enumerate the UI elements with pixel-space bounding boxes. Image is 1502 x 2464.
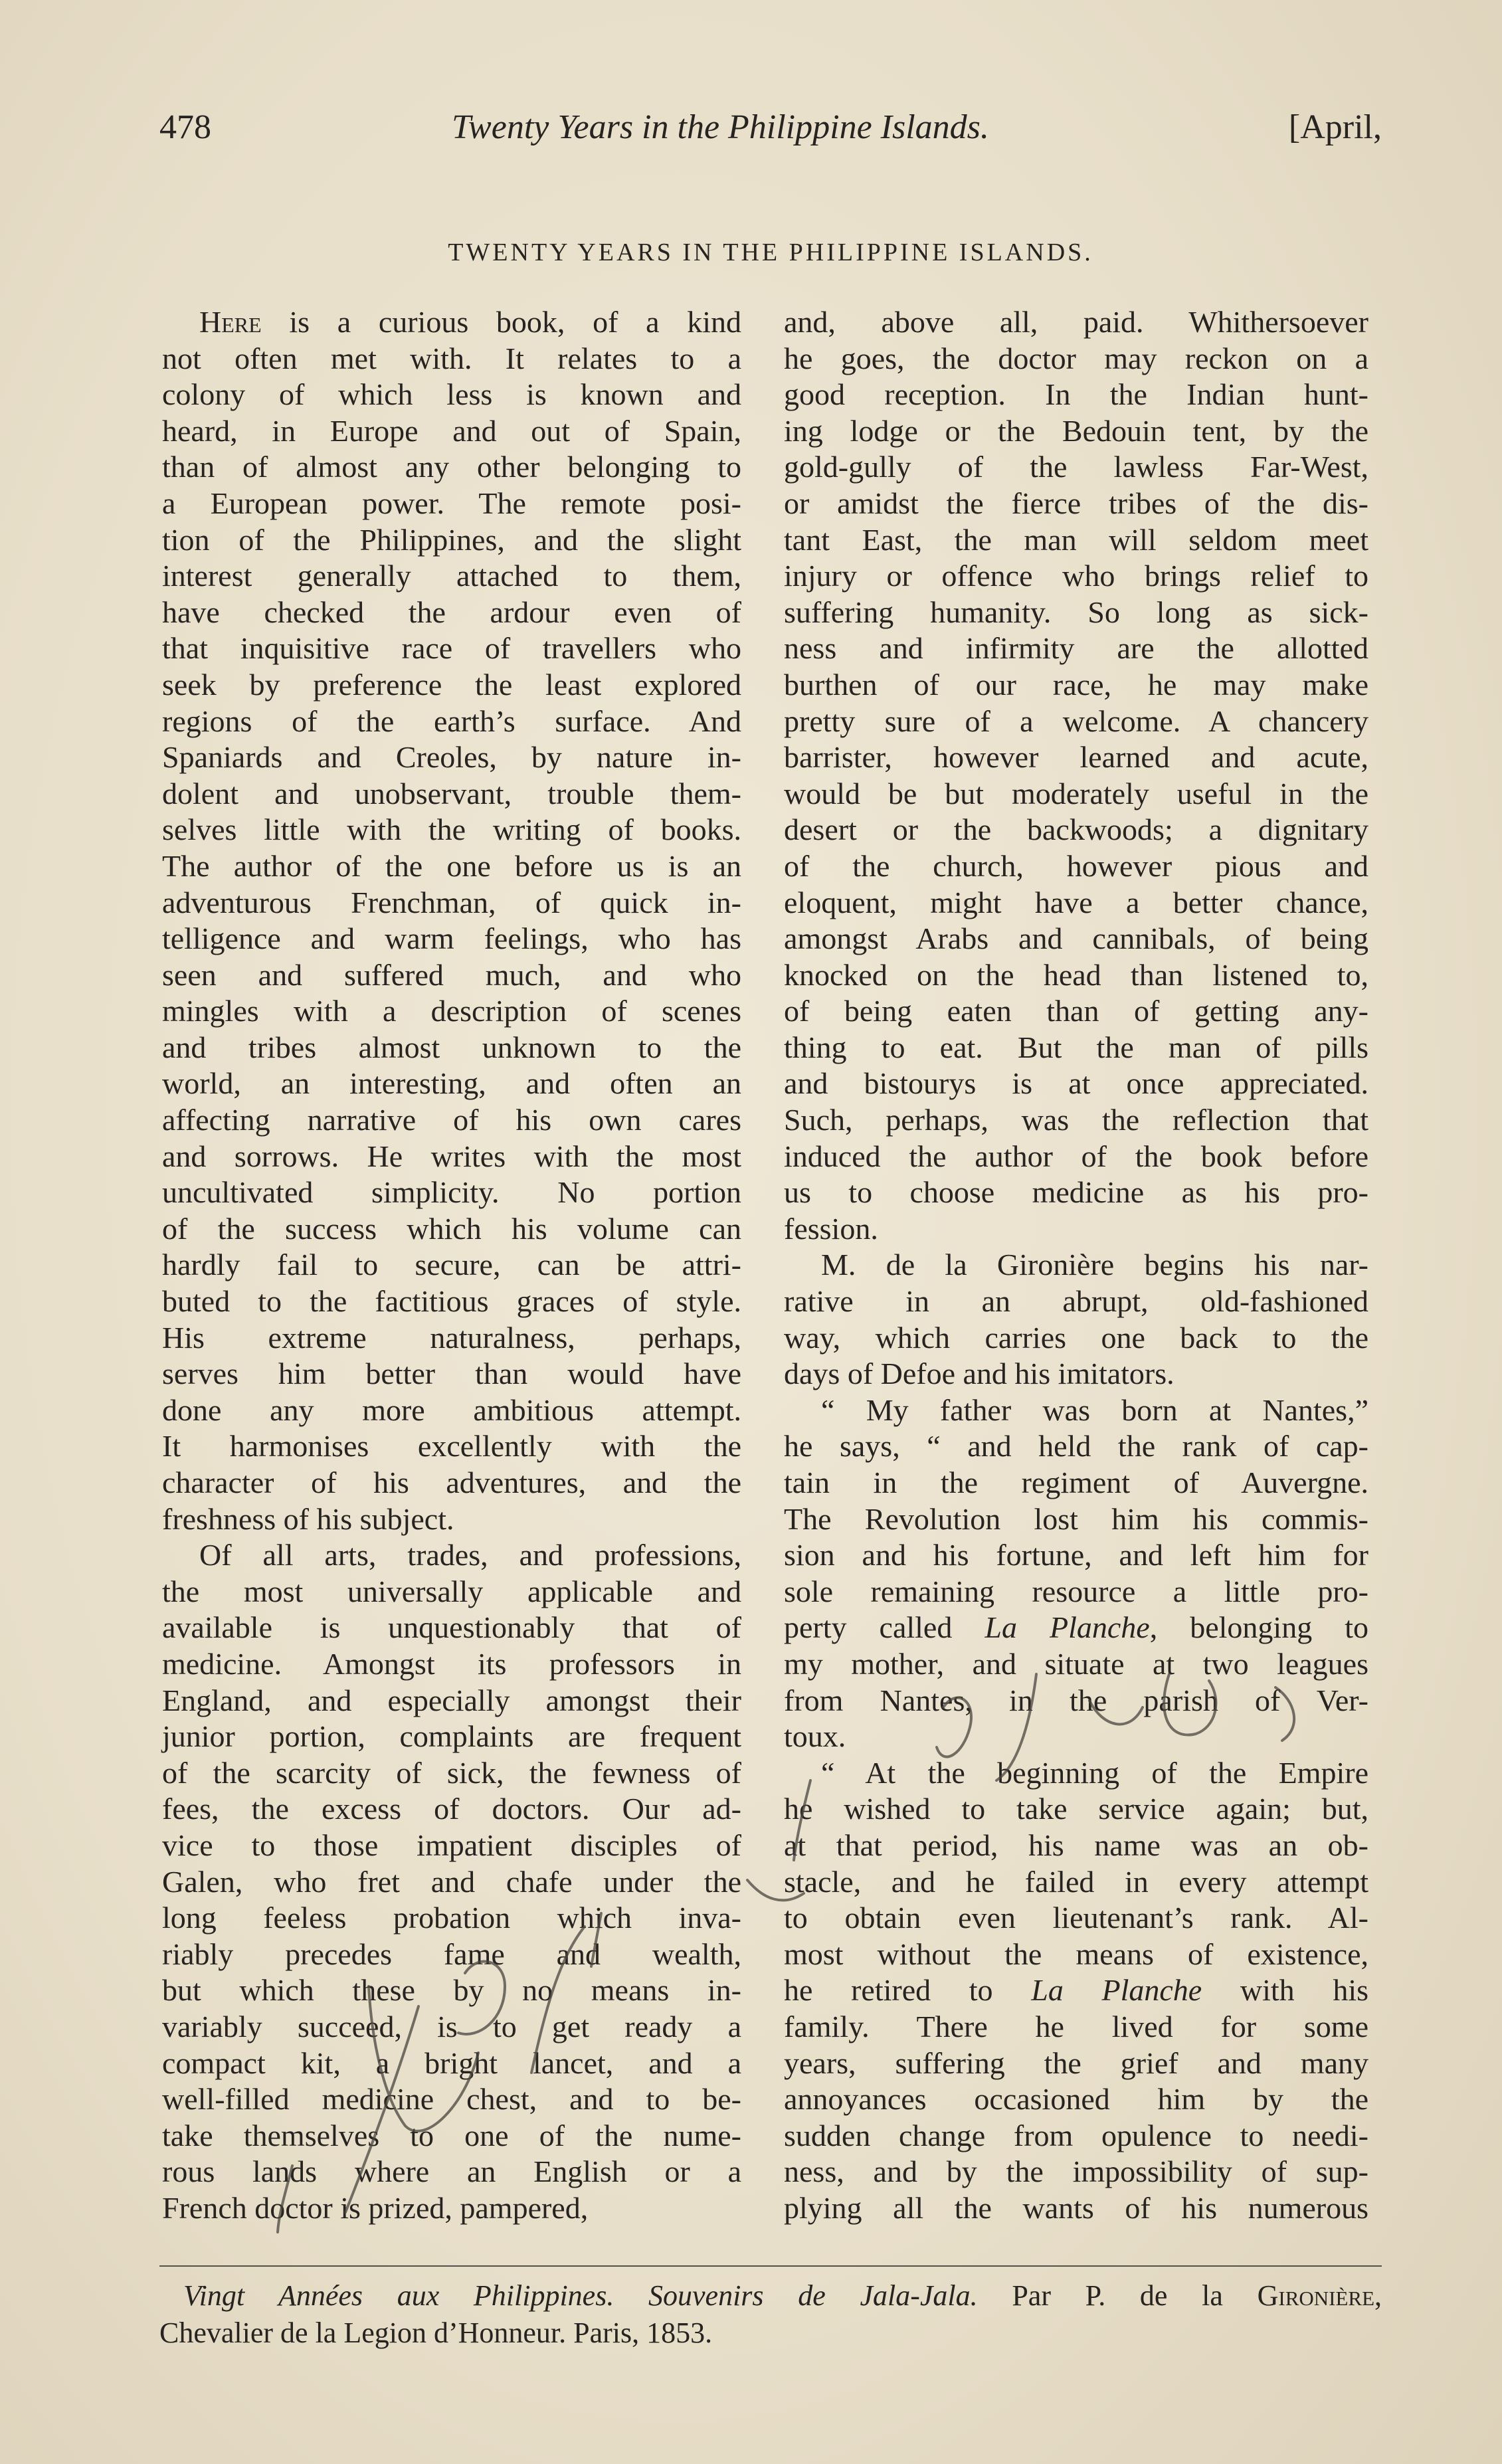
left-column-line: selves little with the writing of books.: [162, 812, 741, 847]
right-column-line: would be but moderately useful in the: [784, 776, 1368, 810]
left-column-line: but which these by no means in-: [162, 1973, 741, 2008]
right-column-line: “ At the beginning of the Empire: [821, 1755, 1368, 1790]
left-column-line: not often met with. It relates to a: [162, 341, 741, 375]
left-column-line: Galen, who fret and chafe under the: [162, 1864, 741, 1899]
right-column-line: annoyances occasioned him by the: [784, 2082, 1368, 2117]
left-column-line: uncultivated simplicity. No portion: [162, 1175, 741, 1210]
left-column-line: regions of the earth’s surface. And: [162, 704, 741, 738]
left-column-line: take themselves to one of the nume-: [162, 2118, 741, 2152]
footnote-author: Gironière: [1257, 2279, 1375, 2312]
right-column-line: family. There he lived for some: [784, 2009, 1368, 2043]
left-column-line: done any more ambitious attempt.: [162, 1392, 741, 1427]
right-column-line: eloquent, might have a better chance,: [784, 885, 1368, 919]
right-column-line: injury or offence who brings relief to: [784, 559, 1368, 593]
right-column-line: ness and infirmity are the allotted: [784, 631, 1368, 666]
left-column-line: junior portion, complaints are frequent: [162, 1719, 741, 1754]
right-column-line: from Nantes, in the parish of Ver-: [784, 1683, 1368, 1717]
right-column: [784, 304, 1368, 2226]
left-column-line: vice to those impatient disciples of: [162, 1828, 741, 1862]
left-column-line: Of all arts, trades, and professions,: [199, 1538, 741, 1572]
right-column-line: thing to eat. But the man of pills: [784, 1030, 1368, 1064]
left-column-line: tion of the Philippines, and the slight: [162, 522, 741, 557]
right-column-line: and, above all, paid. Whithersoever: [784, 305, 1368, 339]
left-column-line: heard, in Europe and out of Spain,: [162, 413, 741, 448]
right-column-line: good reception. In the Indian hunt-: [784, 377, 1368, 412]
right-column-line: most without the means of existence,: [784, 1937, 1368, 1971]
left-column-line: interest generally attached to them,: [162, 559, 741, 593]
left-column-line: world, an interesting, and often an: [162, 1066, 741, 1101]
footnote: [159, 2277, 1382, 2352]
left-column-line: serves him better than would have: [162, 1357, 741, 1391]
right-column-line: rative in an abrupt, old-fashioned: [784, 1284, 1368, 1319]
right-column-line: sudden change from opulence to needi-: [784, 2118, 1368, 2152]
article-title: TWENTY YEARS IN THE PHILIPPINE ISLANDS.: [448, 238, 1093, 266]
right-column-line: suffering humanity. So long as sick-: [784, 595, 1368, 629]
left-column-line: colony of which less is known and: [162, 377, 741, 412]
left-column-line: rous lands where an English or a: [162, 2154, 741, 2189]
left-column-line: medicine. Amongst its professors in: [162, 1646, 741, 1681]
footnote-title: Vingt Années aux Philippines. Souvenirs de Jala-Jala.: [183, 2279, 978, 2312]
right-column-line: days of Defoe and his imitators.: [784, 1357, 1174, 1391]
left-column-line: His extreme naturalness, perhaps,: [162, 1320, 741, 1355]
right-column-line: of the church, however pious and: [784, 848, 1368, 883]
left-column-line: mingles with a description of scenes: [162, 994, 741, 1028]
left-column-line: French doctor is prized, pampered,: [162, 2190, 589, 2225]
right-column-line: fession.: [784, 1211, 878, 1246]
right-column-line: [784, 1972, 1368, 2009]
line-text: , belonging to: [1149, 1610, 1369, 1645]
left-column-line: hardly fail to secure, can be attri-: [162, 1248, 741, 1282]
right-column-line: and bistourys is at once appreciated.: [784, 1066, 1368, 1101]
right-column-line: he says, “ and held the rank of cap-: [784, 1429, 1368, 1464]
right-column-line: knocked on the head than listened to,: [784, 957, 1368, 992]
running-title: Twenty Years in the Philippine Islands.: [452, 108, 989, 146]
right-column-line: tant East, the man will seldom meet: [784, 522, 1368, 557]
left-column-line: seek by preference the least explored: [162, 667, 741, 702]
right-column-line: M. de la Gironière begins his nar-: [821, 1248, 1368, 1282]
left-column-line: The author of the one before us is an: [162, 848, 741, 883]
left-column-line: available is unquestionably that of: [162, 1610, 741, 1645]
left-column-line: character of his adventures, and the: [162, 1466, 741, 1499]
right-column-line: ness, and by the impossibility of sup-: [784, 2154, 1368, 2189]
footnote-line-2: Chevalier de la Legion d’Honneur. Paris, 1853.: [159, 2317, 713, 2349]
right-column-line: barrister, however learned and acute,: [784, 740, 1368, 775]
right-column-line: years, suffering the grief and many: [784, 2045, 1368, 2080]
left-column-line: the most universally applicable and: [162, 1574, 741, 1608]
right-column-line: he wished to take service again; but,: [784, 1792, 1368, 1826]
left-column-line: freshness of his subject.: [162, 1501, 454, 1536]
left-column-line: It harmonises excellently with the: [162, 1429, 741, 1464]
right-column-line: The Revolution lost him his commis-: [784, 1501, 1368, 1536]
right-column-line: gold-gully of the lawless Far-West,: [784, 450, 1368, 484]
left-column-line: long feeless probation which inva-: [162, 1901, 741, 1935]
left-column-line: telligence and warm feelings, who has: [162, 921, 741, 956]
right-column-line: stacle, and he failed in every attempt: [784, 1864, 1368, 1899]
left-column-line: England, and especially amongst their: [162, 1683, 741, 1717]
italic-place-name: La Planche: [985, 1610, 1150, 1645]
left-column-line: and tribes almost unknown to the: [162, 1030, 741, 1064]
right-column-line: plying all the wants of his numerous: [784, 2190, 1368, 2225]
line-text: he retired to: [784, 1973, 1032, 2008]
left-column-line: well-filled medicine chest, and to be-: [162, 2082, 741, 2117]
right-column-line: sion and his fortune, and left him for: [784, 1538, 1368, 1572]
italic-place-name: La Planche: [1031, 1973, 1202, 2008]
left-column-line: a European power. The remote posi-: [162, 486, 741, 520]
left-column: [162, 304, 741, 2226]
line-text: with his: [1202, 1973, 1368, 2008]
left-column-line: variably succeed, is to get ready a: [162, 2009, 741, 2043]
left-column-line: and sorrows. He writes with the most: [162, 1139, 741, 1173]
line-text: is a curious book, of a kind: [261, 305, 741, 339]
left-column-line: than of almost any other belonging to: [162, 450, 741, 484]
right-column-line: toux.: [784, 1719, 846, 1754]
right-column-line: burthen of our race, he may make: [784, 667, 1368, 702]
left-column-line: affecting narrative of his own cares: [162, 1103, 741, 1137]
footnote-line-1: Vingt Années aux Philippines. Souvenirs de Jala-Jala. Par P. de la Gironière,: [183, 2279, 1382, 2312]
left-column-line: fees, the excess of doctors. Our ad-: [162, 1792, 741, 1826]
left-column-line: have checked the ardour even of: [162, 595, 741, 629]
right-column-line: my mother, and situate at two leagues: [784, 1646, 1368, 1681]
right-column-line: ing lodge or the Bedouin tent, by the: [784, 413, 1368, 448]
right-column-line: at that period, his name was an ob-: [784, 1828, 1368, 1862]
running-month: [April,: [1288, 108, 1382, 146]
right-column-line: or amidst the fierce tribes of the dis-: [784, 486, 1368, 520]
running-head: [159, 108, 1382, 154]
right-column-line: Such, perhaps, was the reflection that: [784, 1103, 1368, 1137]
left-column-line: of the success which his volume can: [162, 1211, 741, 1246]
left-column-line: adventurous Frenchman, of quick in-: [162, 885, 741, 919]
right-column-line: of being eaten than of getting any-: [784, 994, 1368, 1028]
left-column-line: seen and suffered much, and who: [162, 957, 741, 992]
left-column-line: of the scarcity of sick, the fewness of: [162, 1755, 741, 1790]
left-column-line: buted to the factitious graces of style.: [162, 1284, 741, 1319]
right-column-line: way, which carries one back to the: [784, 1320, 1368, 1355]
right-column-line: tain in the regiment of Auvergne.: [784, 1466, 1368, 1499]
right-column-line: amongst Arabs and cannibals, of being: [784, 921, 1368, 956]
footnote-rule: [159, 2265, 1382, 2267]
page-number: 478: [159, 108, 211, 146]
line-text: perty called: [784, 1610, 985, 1645]
left-column-line: Spaniards and Creoles, by nature in-: [162, 740, 741, 775]
drop-word: Here: [199, 305, 262, 339]
footnote-by: Par P. de la: [1012, 2279, 1258, 2312]
right-column-line: [784, 1610, 1368, 1646]
right-column-line: “ My father was born at Nantes,”: [821, 1392, 1368, 1427]
right-column-line: pretty sure of a welcome. A chancery: [784, 704, 1368, 738]
left-column-line: that inquisitive race of travellers who: [162, 631, 741, 666]
left-column-line: compact kit, a bright lancet, and a: [162, 2045, 741, 2080]
right-column-line: induced the author of the book before: [784, 1139, 1368, 1173]
right-column-line: to obtain even lieutenant’s rank. Al-: [784, 1901, 1368, 1935]
right-column-line: he goes, the doctor may reckon on a: [784, 341, 1368, 375]
right-column-line: us to choose medicine as his pro-: [784, 1175, 1368, 1210]
left-column-line: dolent and unobservant, trouble them-: [162, 776, 741, 810]
left-column-line: [162, 304, 741, 341]
right-column-line: sole remaining resource a little pro-: [784, 1574, 1368, 1608]
left-column-line: riably precedes fame and wealth,: [162, 1937, 741, 1971]
right-column-line: desert or the backwoods; a dignitary: [784, 812, 1368, 847]
